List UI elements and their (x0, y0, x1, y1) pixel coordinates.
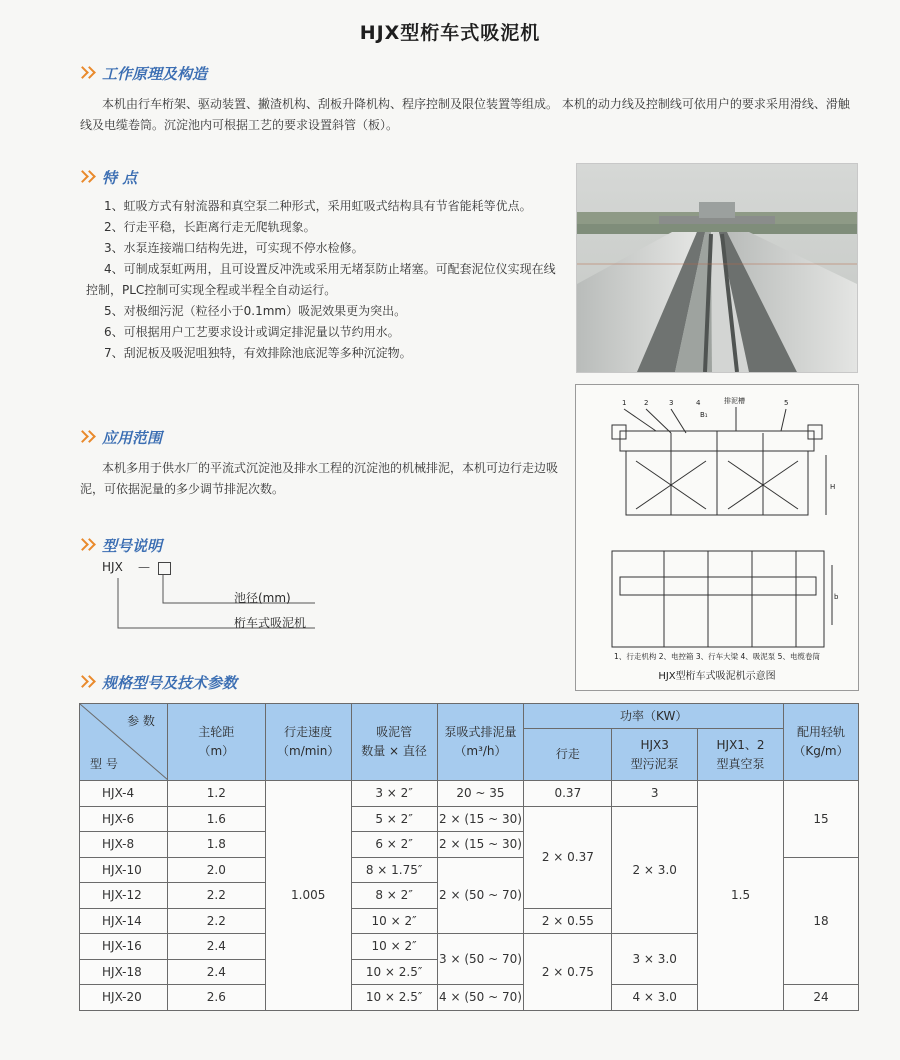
cell-hjx12: 1.5 (698, 781, 784, 1011)
cell-wheelbase: 2.4 (167, 959, 265, 985)
header-line: （m³/h） (454, 744, 507, 758)
cell-hjx3: 3 (612, 781, 698, 807)
cell-wheelbase: 1.2 (167, 781, 265, 807)
header-hjx12 (698, 729, 784, 781)
section-heading-application (78, 426, 162, 448)
diagram-label: H (830, 483, 836, 491)
cell-wheelbase: 2.2 (167, 908, 265, 934)
cell-pipe: 6 × 2″ (351, 832, 437, 858)
section-heading-model (78, 534, 162, 556)
diagram-label: 5 (784, 399, 789, 407)
cell-speed: 1.005 (265, 781, 351, 1011)
feature-item: 1、虹吸方式有射流器和真空泵二种形式，采用虹吸式结构具有节省能耗等优点。 (104, 199, 532, 213)
header-line: （m/min） (277, 744, 340, 758)
table-row (80, 781, 859, 807)
cell-wheelbase: 2.4 (167, 934, 265, 960)
cell-pipe: 8 × 1.75″ (351, 857, 437, 883)
feature-item: 6、可根据用户工艺要求设计或调定排泥量以节约用水。 (104, 325, 400, 339)
header-line: 型真空泵 (716, 756, 765, 771)
cell-pipe: 5 × 2″ (351, 806, 437, 832)
label-diameter: 池径(mm) (234, 591, 291, 605)
diagram-label: 3 (669, 399, 674, 407)
cell-model: HJX-14 (80, 908, 168, 934)
diagram-label: 4 (696, 399, 701, 407)
cell-flow: 3 × (50 ~ 70) (437, 934, 524, 985)
cell-pipe: 10 × 2.5″ (351, 985, 437, 1011)
cell-wheelbase: 1.8 (167, 832, 265, 858)
page-title: HJX型桁车式吸泥机 (359, 22, 541, 44)
cell-rail: 24 (783, 985, 858, 1011)
cell-pipe: 10 × 2″ (351, 908, 437, 934)
principle-text: 本机由行车桁架、驱动装置、撇渣机构、刮板升降机构、程序控制及限位装置等组成。 本机的动力线及控制线可依用户的要求采用滑线、滑触线及电缆卷筒。沉淀池内可根据工艺的要求设置斜管（板）。 (80, 97, 850, 132)
cell-model: HJX-20 (80, 985, 168, 1011)
cell-hjx3: 3 × 3.0 (612, 934, 698, 985)
header-power: 功率（KW） (524, 704, 784, 729)
feature-item: 2、行走平稳，长距离行走无爬轨现象。 (104, 220, 316, 234)
header-line: （m） (198, 744, 235, 758)
cell-pipe: 10 × 2″ (351, 934, 437, 960)
header-param-model (80, 704, 168, 781)
header-param: 参 数 (127, 714, 155, 728)
model-dash: — (138, 560, 150, 574)
header-rail (783, 704, 858, 781)
feature-item: 5、对极细污泥（粒径小于0.1mm）吸泥效果更为突出。 (104, 304, 407, 318)
header-line: （Kg/m） (793, 744, 849, 758)
cell-hjx3: 2 × 3.0 (612, 806, 698, 934)
header-line: 泵吸式排泥量 (444, 725, 517, 739)
cell-walk: 2 × 0.37 (524, 806, 612, 908)
header-line: 配用轻轨 (796, 725, 845, 739)
header-line: 型污泥泵 (630, 756, 679, 771)
equipment-photo (576, 163, 858, 373)
header-line: 行走速度 (284, 725, 333, 739)
cell-model: HJX-18 (80, 959, 168, 985)
cell-wheelbase: 2.0 (167, 857, 265, 883)
section-title: 应用范围 (102, 428, 163, 447)
cell-wheelbase: 2.2 (167, 883, 265, 909)
schematic-diagram (575, 384, 859, 691)
section-heading-features (78, 166, 137, 188)
cell-hjx3: 4 × 3.0 (612, 985, 698, 1011)
cell-flow: 2 × (15 ~ 30) (437, 806, 524, 832)
header-hjx3 (612, 729, 698, 781)
header-pipe (351, 704, 437, 781)
header-line: HJX3 (640, 737, 669, 752)
cell-walk: 2 × 0.75 (524, 934, 612, 1011)
header-flow (437, 704, 524, 781)
section-title: 特 点 (102, 168, 138, 187)
cell-rail: 15 (783, 781, 858, 858)
header-line: 主轮距 (198, 725, 235, 739)
diagram-caption: HJX型桁车式吸泥机示意图 (658, 671, 776, 682)
feature-item: 4、可制成泵虹两用，且可设置反冲洗或采用无堵泵防止堵塞。可配套泥位仪实现在线控制，PLC控制可实现全程或半程全自动运行。 (86, 262, 556, 297)
cell-model: HJX-10 (80, 857, 168, 883)
section-title: 规格型号及技术参数 (102, 673, 238, 692)
cell-model: HJX-12 (80, 883, 168, 909)
diagram-label: 2 (644, 399, 649, 407)
feature-item: 3、水泵连接端口结构先进，可实现不停水检修。 (104, 241, 364, 255)
cell-flow: 2 × (15 ~ 30) (437, 832, 524, 858)
cell-model: HJX-8 (80, 832, 168, 858)
header-line: HJX1、2 (716, 737, 765, 752)
double-chevron-icon (78, 431, 98, 443)
double-chevron-icon (78, 67, 98, 79)
cell-wheelbase: 1.6 (167, 806, 265, 832)
diagram-label: B₁ (700, 411, 708, 419)
diagram-label: b (834, 593, 839, 601)
header-walk: 行走 (524, 729, 612, 781)
cell-model: HJX-6 (80, 806, 168, 832)
double-chevron-icon (78, 171, 98, 183)
label-name: 桁车式吸泥机 (234, 616, 307, 630)
cell-flow: 2 × (50 ~ 70) (437, 857, 524, 934)
header-wheelbase (167, 704, 265, 781)
header-line: 吸泥管 (376, 725, 413, 739)
cell-pipe: 3 × 2″ (351, 781, 437, 807)
cell-model: HJX-16 (80, 934, 168, 960)
header-model: 型 号 (90, 757, 118, 771)
section-title: 型号说明 (102, 536, 163, 555)
cell-walk: 0.37 (524, 781, 612, 807)
schematic-drawing (576, 385, 858, 690)
section-heading-principle (78, 62, 207, 84)
cell-pipe: 10 × 2.5″ (351, 959, 437, 985)
header-speed (265, 704, 351, 781)
double-chevron-icon (78, 539, 98, 551)
diagram-legend: 1、行走机构 2、电控箱 3、行车大梁 4、吸泥泵 5、电缆卷筒 (614, 652, 820, 661)
double-chevron-icon (78, 676, 98, 688)
header-line: 数量 × 直径 (361, 744, 427, 758)
cell-flow: 4 × (50 ~ 70) (437, 985, 524, 1011)
cell-model: HJX-4 (80, 781, 168, 807)
spec-table (79, 703, 859, 1011)
section-heading-specs (78, 671, 237, 693)
application-text: 本机多用于供水厂的平流式沉淀池及排水工程的沉淀池的机械排泥，本机可边行走边吸泥，可依据泥量的多少调节排泥次数。 (80, 461, 559, 496)
cell-flow: 20 ~ 35 (437, 781, 524, 807)
cell-wheelbase: 2.6 (167, 985, 265, 1011)
diagram-label: 1 (622, 399, 627, 407)
section-title: 工作原理及构造 (102, 64, 208, 83)
features-list (86, 196, 566, 364)
cell-pipe: 8 × 2″ (351, 883, 437, 909)
cell-rail: 18 (783, 857, 858, 985)
cell-walk: 2 × 0.55 (524, 908, 612, 934)
diagram-label: 排泥槽 (724, 397, 745, 405)
feature-item: 7、刮泥板及吸泥咀独特，有效排除池底泥等多种沉淀物。 (104, 346, 412, 360)
model-prefix: HJX (102, 560, 123, 574)
model-code-figure (100, 560, 340, 636)
